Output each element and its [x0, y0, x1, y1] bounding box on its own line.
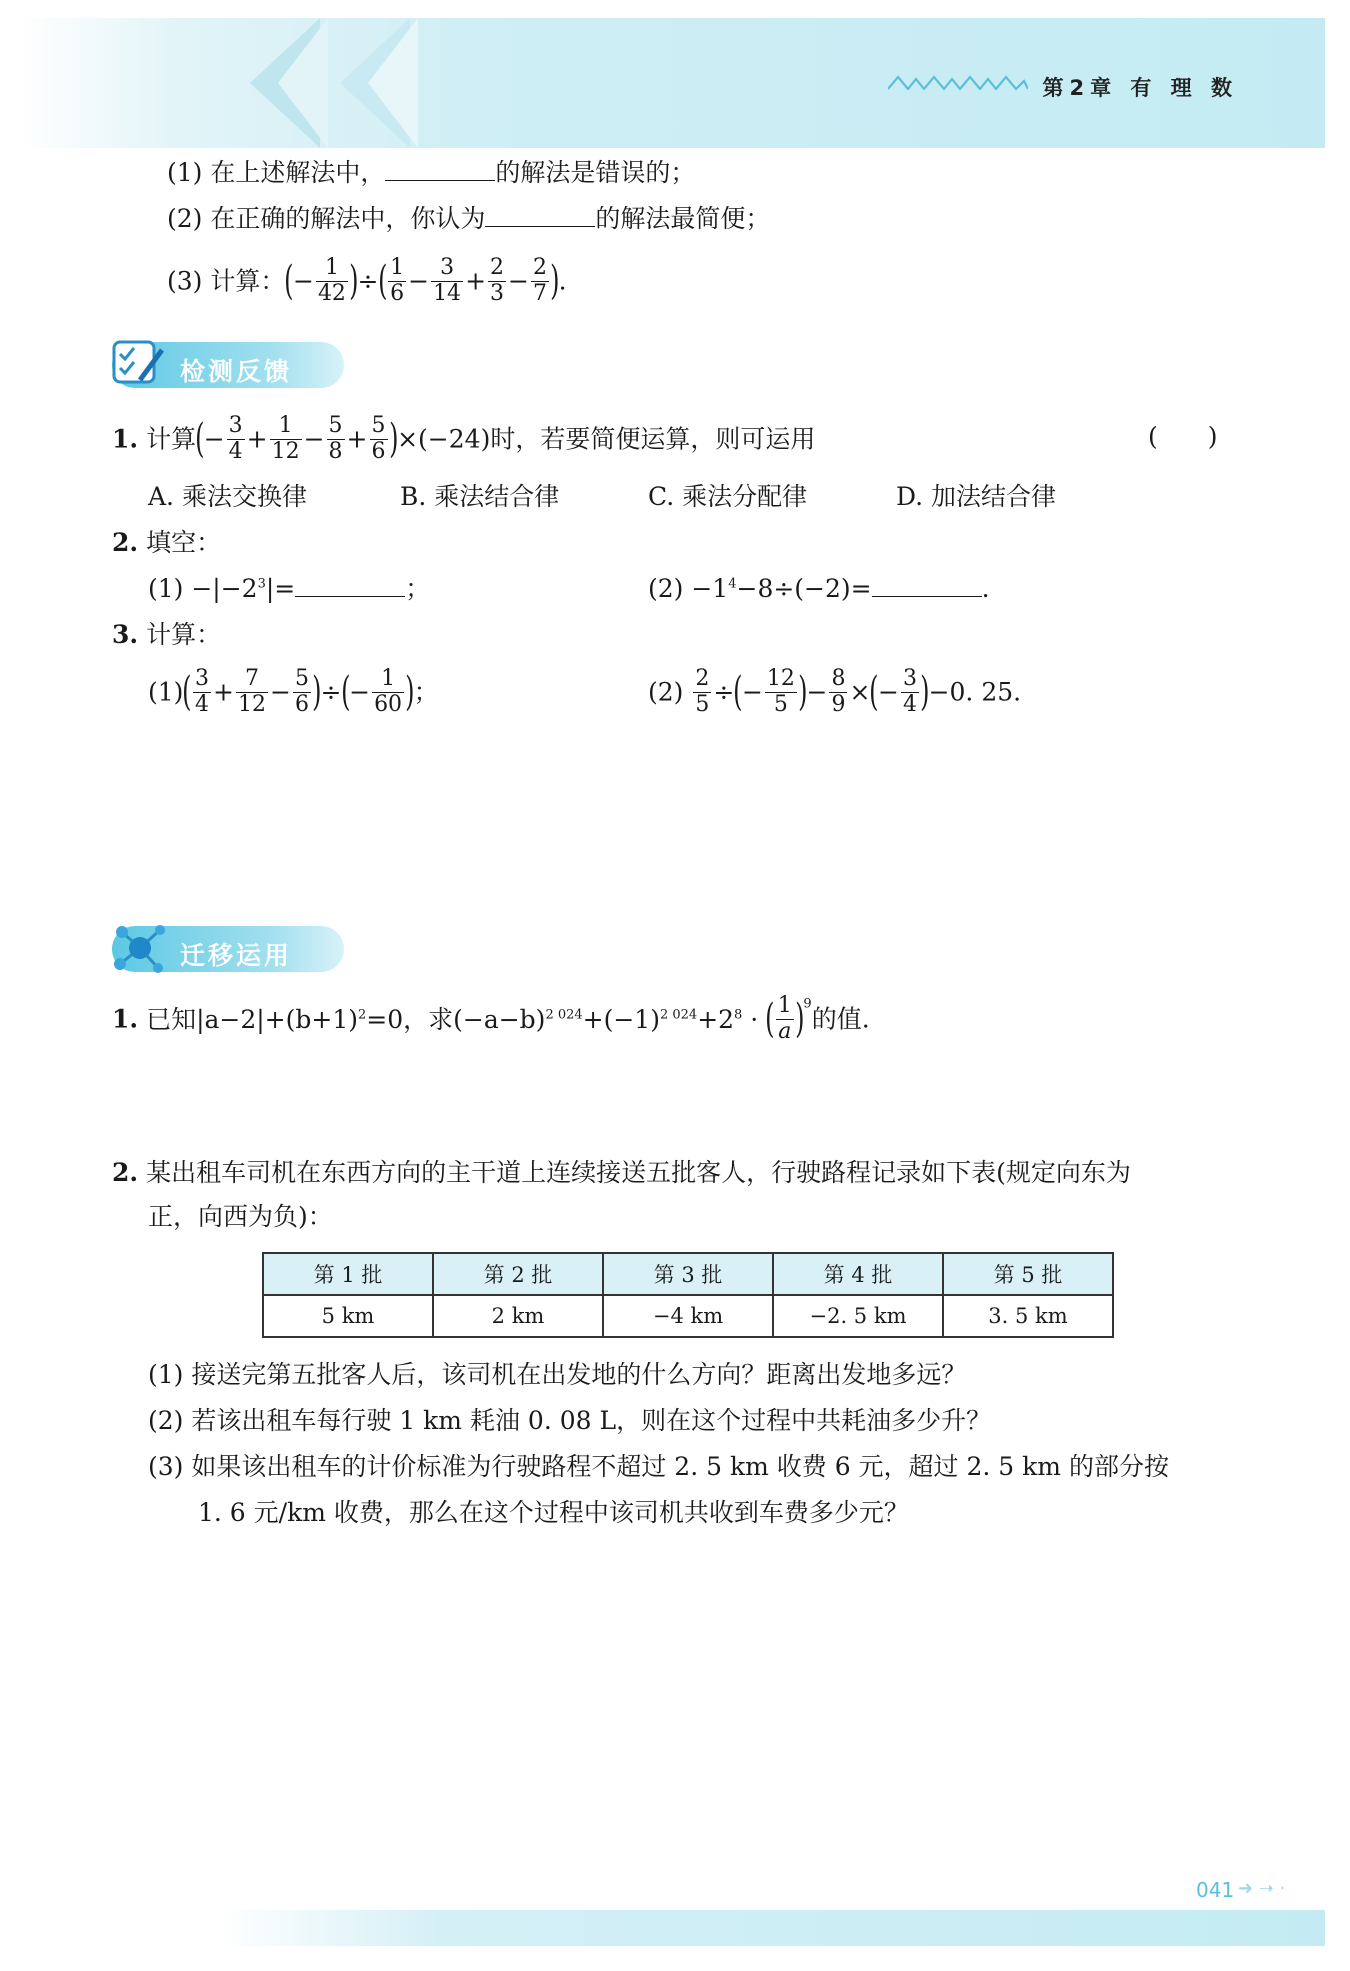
mountain-decoration-icon	[888, 74, 1028, 90]
problem-3-part-1: (1)( $\frac{3}{4}$ + $\frac{7}{12}$ − $\frac{5}{6}$ )÷(− $\frac{1}{60}$ )；	[148, 666, 439, 717]
molecule-icon	[110, 920, 172, 978]
table-cell: −2. 5 km	[773, 1295, 943, 1337]
table-header-cell: 第 3 批	[603, 1253, 773, 1295]
option-c[interactable]: C. 乘法分配律	[648, 482, 808, 511]
taxi-question-2: (2) 若该出租车每行驶 1 km 耗油 0. 08 L，则在这个过程中共耗油多少升？	[148, 1406, 992, 1435]
section-banner-feedback	[112, 342, 344, 388]
table-cell: −4 km	[603, 1295, 773, 1337]
transfer-problem-2-line-1: 2. 某出租车司机在东西方向的主干道上连续接送五批客人，行驶路程记录如下表(规定向东为	[112, 1158, 1131, 1187]
problem-1-text: 1. 计算(− $\frac{3}{4}$ + $\frac{1}{12}$ − $\frac{5}{8}$ + $\frac{5}{6}$ )×(−24)时，若要简便运算，则可运用	[112, 413, 816, 464]
option-a[interactable]: A. 乘法交换律	[148, 482, 307, 511]
section-banner-transfer	[112, 926, 344, 972]
table-header-cell: 第 1 批	[263, 1253, 433, 1295]
prev-question-3: (3) 计算：(− $\frac{1}{42}$ )÷( $\frac{1}{6}$ − $\frac{3}{14}$ + $\frac{2}{3}$ − $\frac{2}{7}$ ).	[167, 255, 567, 306]
problem-2-text: 2. 填空：	[112, 528, 222, 557]
chapter-title: 第2章 有 理 数	[1042, 76, 1238, 100]
taxi-question-3-line-2: 1. 6 元/km 收费，那么在这个过程中该司机共收到车费多少元？	[198, 1498, 909, 1527]
table-cell: 5 km	[263, 1295, 433, 1337]
table-header-cell: 第 4 批	[773, 1253, 943, 1295]
checklist-icon	[110, 336, 170, 392]
problem-3-part-2: (2) $\frac{2}{5}$ ÷(− $\frac{12}{5}$ )− $\frac{8}{9}$ ×(− $\frac{3}{4}$ )−0. 25.	[648, 666, 1022, 717]
taxi-question-1: (1) 接送完第五批客人后，该司机在出发地的什么方向？距离出发地多远？	[148, 1360, 967, 1389]
option-d[interactable]: D. 加法结合律	[896, 482, 1057, 511]
section-title: 迁移运用	[180, 941, 293, 970]
transfer-problem-1: 1. 已知$|a-2|+(b+1)^2=0$，求$(-a-b)^{2 024}+(-1)^{2 024}+2^8$ · ( $\frac{1}{a}$ )$^9$的值.	[112, 993, 870, 1044]
table-header-cell: 第 2 批	[433, 1253, 603, 1295]
section-title: 检测反馈	[180, 357, 293, 386]
page-number: 041	[1196, 1878, 1235, 1902]
prev-question-1: (1) 在上述解法中， 的解法是错误的；	[167, 158, 696, 187]
problem-2-part-1: $(1) -|-2^3|=$ ；	[148, 574, 431, 603]
transfer-problem-2-line-2: 正，向西为负)：	[148, 1202, 333, 1231]
taxi-question-3-line-1: (3) 如果该出租车的计价标准为行驶路程不超过 2. 5 km 收费 6 元，超过 2. 5 km 的部分按	[148, 1452, 1169, 1481]
option-b[interactable]: B. 乘法结合律	[400, 482, 560, 511]
table-header-cell: 第 5 批	[943, 1253, 1113, 1295]
table-header-row	[263, 1253, 1113, 1295]
arrow-right-icon: ➜ ➝ ·	[1238, 1878, 1286, 1899]
answer-bracket[interactable]: ( )	[1148, 422, 1218, 451]
table-row	[263, 1295, 1113, 1337]
prev-question-2: (2) 在正确的解法中，你认为 的解法最简便；	[167, 204, 771, 233]
table-cell: 2 km	[433, 1295, 603, 1337]
problem-3-text: 3. 计算：	[112, 620, 222, 649]
problem-2-part-2: $(2) -1^4-8\div(-2)=$ .	[648, 574, 990, 603]
footer-band	[220, 1910, 1325, 1946]
taxi-trip-table	[262, 1252, 1114, 1338]
table-cell: 3. 5 km	[943, 1295, 1113, 1337]
